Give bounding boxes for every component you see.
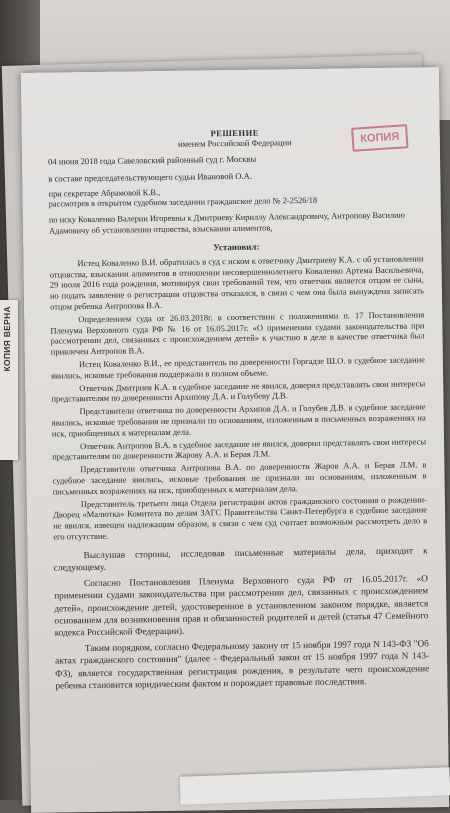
document-subtitle: именем Российской Федерации bbox=[177, 137, 292, 149]
document-page bbox=[21, 67, 449, 813]
document-body bbox=[48, 125, 430, 696]
paragraph-claim: Истец Коваленко В.И. обратилась в суд с иском к ответчику Дмитриеву К.А. с об установлении отцовства, взыскании алиментов в отношении несовершеннолетнего Коваленко Артема Васильевича, 29 июля 2016 года рождения, мотивируя свои требований тем, что ответчик является отцом ее сына, но подать заявление о регистрации отцовства отказался, в связи с чем она была вынуждена записать отцом ребенка Антропова В.А. bbox=[49, 253, 425, 312]
paragraph-defendant-2: Ответчик Антропов В.А. в судебное заседание не явился, доверил представлять свои интересы представителям по доверенности Жарову А.А. и Берая Л.М. bbox=[52, 435, 427, 462]
court-line: 04 июня 2018 года Савеловский районный суд г. Москвы bbox=[48, 153, 257, 167]
copy-stamp: КОПИЯ bbox=[351, 124, 408, 152]
paragraph-conclusion: Выслушав стороны, исследовав письменные материалы дела, приходит к следующему. bbox=[53, 546, 428, 574]
side-copy-label bbox=[0, 300, 18, 460]
paragraph-plaintiff: Истец Коваленко В.И., ее представитель по доверенности Горгадзе Ш.О. в судебное заседание явились, исковые требования поддержали в полном объеме. bbox=[51, 354, 425, 381]
side-copy-label-text: КОПИЯ ВЕРНА bbox=[2, 306, 12, 372]
claim-line: по иску Коваленко Валерии Игоревны к Дмитриеву Кириллу Александровичу, Антропову Василию Адамовичу об установлении отцовства, взыскании алиментов, bbox=[48, 211, 405, 236]
paragraph-representatives-2: Представители ответчика Антропова В.А. по доверенности Жаров А.А. и Берая Л.М. в судебное заседание явились, исковые требования не признали по основаниям, изложенным в письменных возражениях на иск, приобщенных к материалам дела. bbox=[52, 459, 427, 497]
paragraph-plenum: Согласно Постановления Пленума Верховного суда РФ от 16.05.2017г. «О применении судами законодательства при рассмотрении дел, связанных с происхождением детей», происхождение детей, удостоверенное в установленном законом порядке, является основанием для возникновения прав и обязанностей родителей и детей (статья 47 Семейного кодекса Российской Федерации). bbox=[54, 574, 429, 639]
paragraph-federal-law: Таким порядком, согласно Федеральному закону от 15 ноября 1997 года N 143-ФЗ "Об актах гражданского состояния" (далее - Федеральный закон от 15 ноября 1997 года N 143-ФЗ), является государственная регистрация рождения, в результате чего происхождение ребенка становится юридическим фактом и порождает правовые последствия. bbox=[55, 639, 430, 692]
established-heading: Установил: bbox=[213, 241, 260, 253]
secretary-line: при секретаре Абрамовой К.В., bbox=[48, 188, 161, 199]
document-header bbox=[48, 125, 422, 150]
composition-line: в составе председательствующего судьи Ивановой О.А. bbox=[48, 170, 253, 184]
paragraph-third-party: Представитель третьего лица Отдела регистрации актов гражданского состояния о рождении-Дворец «Малютка» Комитета по делам ЗАГС Правительства Санкт-Петербурга в судебное заседание не явился, извещен надлежащим образом, в связи с чем суд считает возможным рассмотреть дело в его отсутствие. bbox=[52, 493, 428, 542]
document-title: РЕШЕНИЕ bbox=[210, 127, 259, 139]
paragraph-ruling: Определением суда от 26.03.2018г. в соответствии с положениями п. 17 Постановления Пленума Верховного суда РФ № 16 от 16.05.2017г. «О применении судами законодательства при рассмотрении дел, связанных с происхождением детей» к участию в деле в качестве ответчика был привлечен Антропов В.А. bbox=[50, 309, 425, 357]
paragraph-defendant-1: Ответчик Дмитриев К.А. в судебное заседание не явился, доверил представлять свои интересы представителям по доверенности Архипову Д.А. и Голубеву Д.В. bbox=[51, 377, 426, 404]
paragraph-representatives-1: Представители ответчика по доверенности Архипов Д.А. и Голубев Д.В. в судебное заседание явились, исковые требования не признали по основаниям, изложенным в письменных возражениях на иск, приобщенных к материалам дела. bbox=[51, 401, 426, 439]
considering-line: рассмотрев в открытом судебном заседании гражданское дело № 2-2526/18 bbox=[48, 196, 318, 209]
